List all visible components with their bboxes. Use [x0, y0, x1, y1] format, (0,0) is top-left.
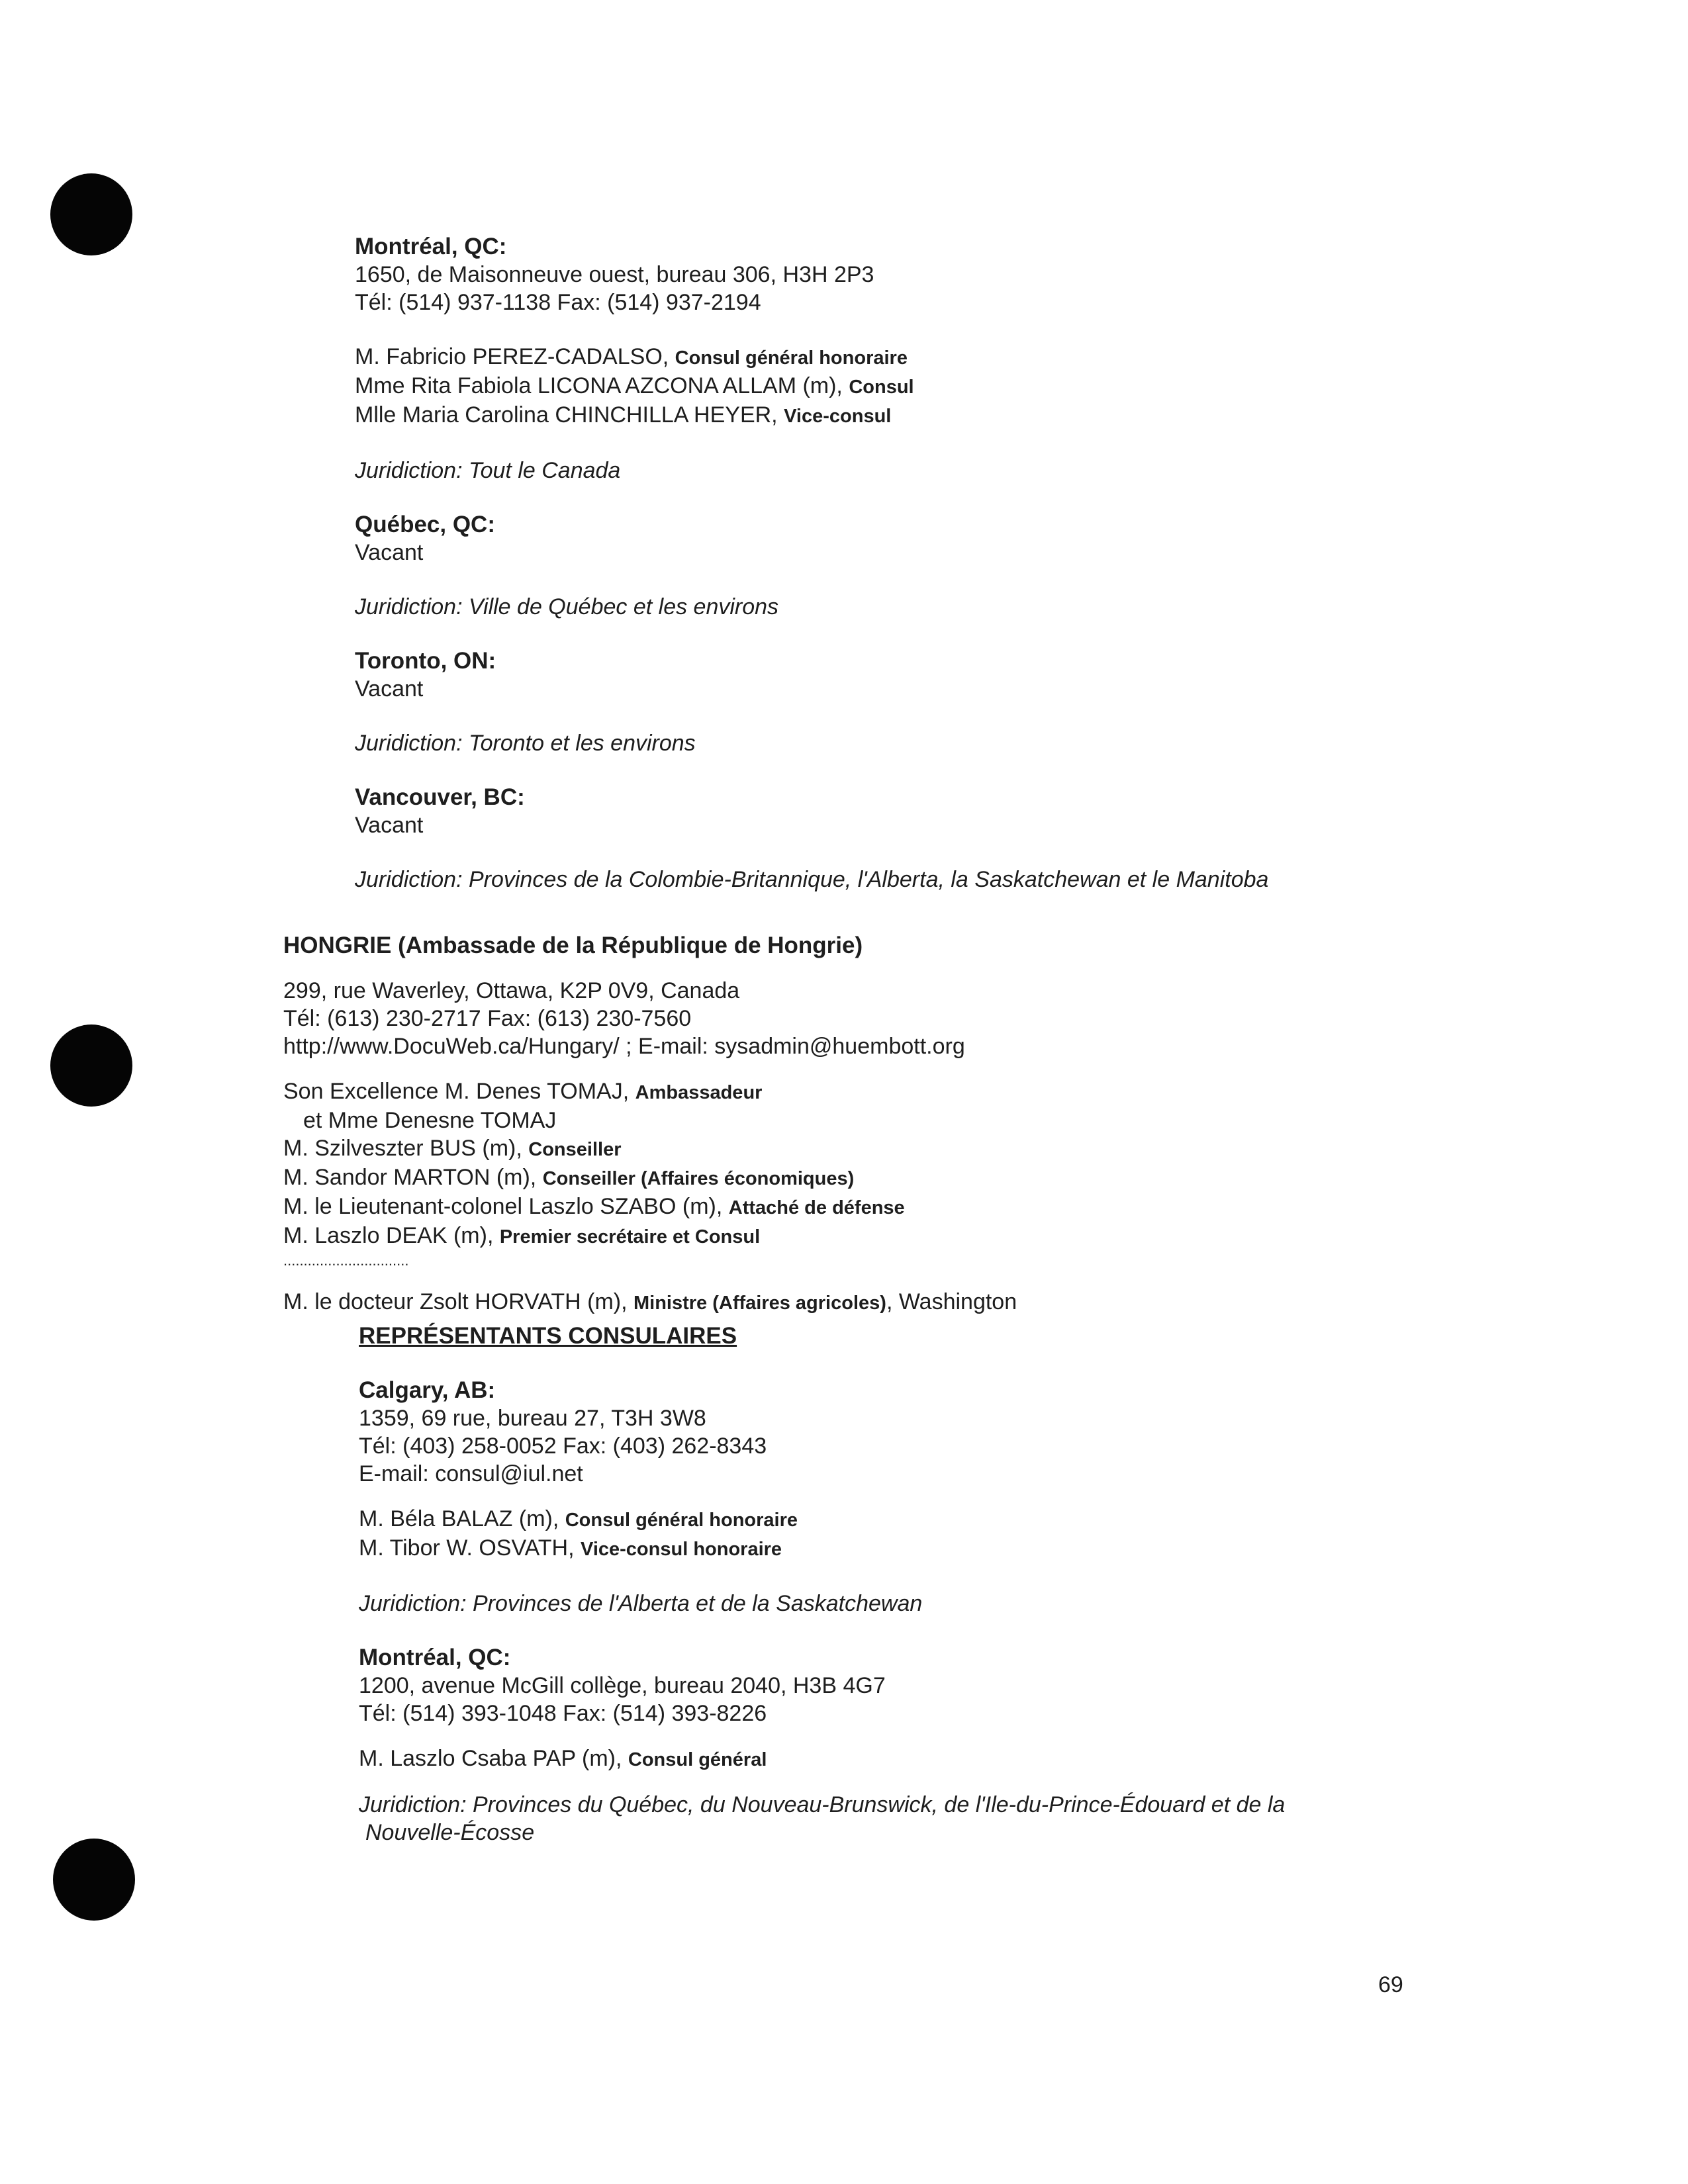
quebec-entry [355, 511, 1268, 621]
phone-fax: Tél: (403) 258-0052 Fax: (403) 262-8343 [359, 1433, 767, 1459]
website-email: http://www.DocuWeb.ca/Hungary/ ; E-mail: sysadmin@huembott.org [283, 1034, 965, 1059]
jurisdiction: Juridiction: Provinces du Québec, du Nouveau-Brunswick, de l'Ile-du-Prince-Édouard et de la [359, 1792, 1286, 1817]
staff-title: Consul général [628, 1749, 767, 1770]
staff-title: Ambassadeur [635, 1082, 763, 1103]
email: E-mail: consul@iul.net [359, 1461, 583, 1486]
staff-line: M. Fabricio PEREZ-CADALSO, Consul général honoraire [355, 344, 908, 369]
staff-title: Vice-consul [784, 406, 892, 427]
vancouver-entry [355, 784, 1268, 893]
page-number: 69 [1378, 1972, 1403, 1997]
phone-fax: Tél: (514) 937-1138 Fax: (514) 937-2194 [355, 290, 761, 315]
address: 1359, 69 rue, bureau 27, T3H 3W8 [359, 1406, 706, 1431]
status: Vacant [355, 540, 424, 565]
staff-line: M. Tibor W. OSVATH, Vice-consul honoraire [359, 1535, 782, 1561]
staff-line: M. Laszlo DEAK (m), Premier secrétaire et Consul [283, 1223, 761, 1248]
minister-line: M. le docteur Zsolt HORVATH (m), Ministre (Affaires agricoles), Washington [283, 1289, 1017, 1314]
address: 1200, avenue McGill collège, bureau 2040, H3B 4G7 [359, 1673, 886, 1698]
staff-title: Conseiller [528, 1139, 622, 1160]
staff-title: Attaché de défense [728, 1197, 905, 1218]
calgary-entry [359, 1377, 1285, 1617]
status: Vacant [355, 813, 424, 838]
staff-title: Conseiller (Affaires économiques) [542, 1168, 855, 1189]
city-heading: Montréal, QC: [359, 1645, 511, 1670]
city-heading: Montréal, QC: [355, 234, 507, 259]
spouse-line: et Mme Denesne TOMAJ [303, 1108, 557, 1133]
phone-fax: Tél: (613) 230-2717 Fax: (613) 230-7560 [283, 1006, 692, 1031]
separator-dots: ............................... [283, 1252, 409, 1269]
punch-hole-top [50, 173, 132, 255]
status: Vacant [355, 676, 424, 702]
consular-representatives-section [359, 1322, 1285, 1846]
punch-hole-bottom [53, 1839, 135, 1921]
city-heading: Toronto, ON: [355, 648, 496, 674]
country-heading: HONGRIE (Ambassade de la République de Hongrie) [283, 933, 863, 958]
hungary-embassy-section [283, 932, 1017, 1317]
staff-line: M. Laszlo Csaba PAP (m), Consul général [359, 1746, 767, 1771]
staff-title: Vice-consul honoraire [581, 1539, 782, 1560]
jurisdiction: Juridiction: Tout le Canada [355, 458, 621, 483]
staff-title: Premier secrétaire et Consul [499, 1226, 761, 1248]
phone-fax: Tél: (514) 393-1048 Fax: (514) 393-8226 [359, 1701, 767, 1726]
staff-title: Ministre (Affaires agricoles) [633, 1293, 886, 1314]
ambassador-line: Son Excellence M. Denes TOMAJ, Ambassadeur [283, 1079, 763, 1104]
staff-line: M. Szilveszter BUS (m), Conseiller [283, 1136, 622, 1161]
staff-title: Consul général honoraire [565, 1510, 798, 1531]
staff-line: Mme Rita Fabiola LICONA AZCONA ALLAM (m), Consul [355, 373, 914, 398]
montreal-entry [359, 1644, 1285, 1846]
staff-title: Consul [849, 377, 914, 398]
montreal-entry [355, 233, 1268, 484]
city-heading: Québec, QC: [355, 512, 495, 537]
city-heading: Vancouver, BC: [355, 784, 525, 810]
punch-hole-middle [50, 1024, 132, 1107]
jurisdiction: Juridiction: Ville de Québec et les environs [355, 594, 779, 619]
consulates-continued-section [355, 233, 1268, 893]
jurisdiction: Juridiction: Toronto et les environs [355, 731, 696, 756]
city-heading: Calgary, AB: [359, 1377, 496, 1403]
address: 1650, de Maisonneuve ouest, bureau 306, H3H 2P3 [355, 262, 874, 287]
staff-line: M. Sandor MARTON (m), Conseiller (Affaires économiques) [283, 1165, 855, 1190]
jurisdiction: Juridiction: Provinces de la Colombie-Britannique, l'Alberta, la Saskatchewan et le Manitoba [355, 867, 1269, 892]
staff-title: Consul général honoraire [675, 347, 908, 369]
staff-line: M. le Lieutenant-colonel Laszlo SZABO (m), Attaché de défense [283, 1194, 905, 1219]
staff-line: M. Béla BALAZ (m), Consul général honoraire [359, 1506, 798, 1531]
jurisdiction-continued: Nouvelle-Écosse [365, 1820, 535, 1845]
address: 299, rue Waverley, Ottawa, K2P 0V9, Canada [283, 978, 740, 1003]
jurisdiction: Juridiction: Provinces de l'Alberta et de la Saskatchewan [359, 1591, 923, 1616]
staff-line: Mlle Maria Carolina CHINCHILLA HEYER, Vice-consul [355, 402, 892, 428]
section-heading: REPRÉSENTANTS CONSULAIRES [359, 1323, 737, 1349]
toronto-entry [355, 647, 1268, 757]
